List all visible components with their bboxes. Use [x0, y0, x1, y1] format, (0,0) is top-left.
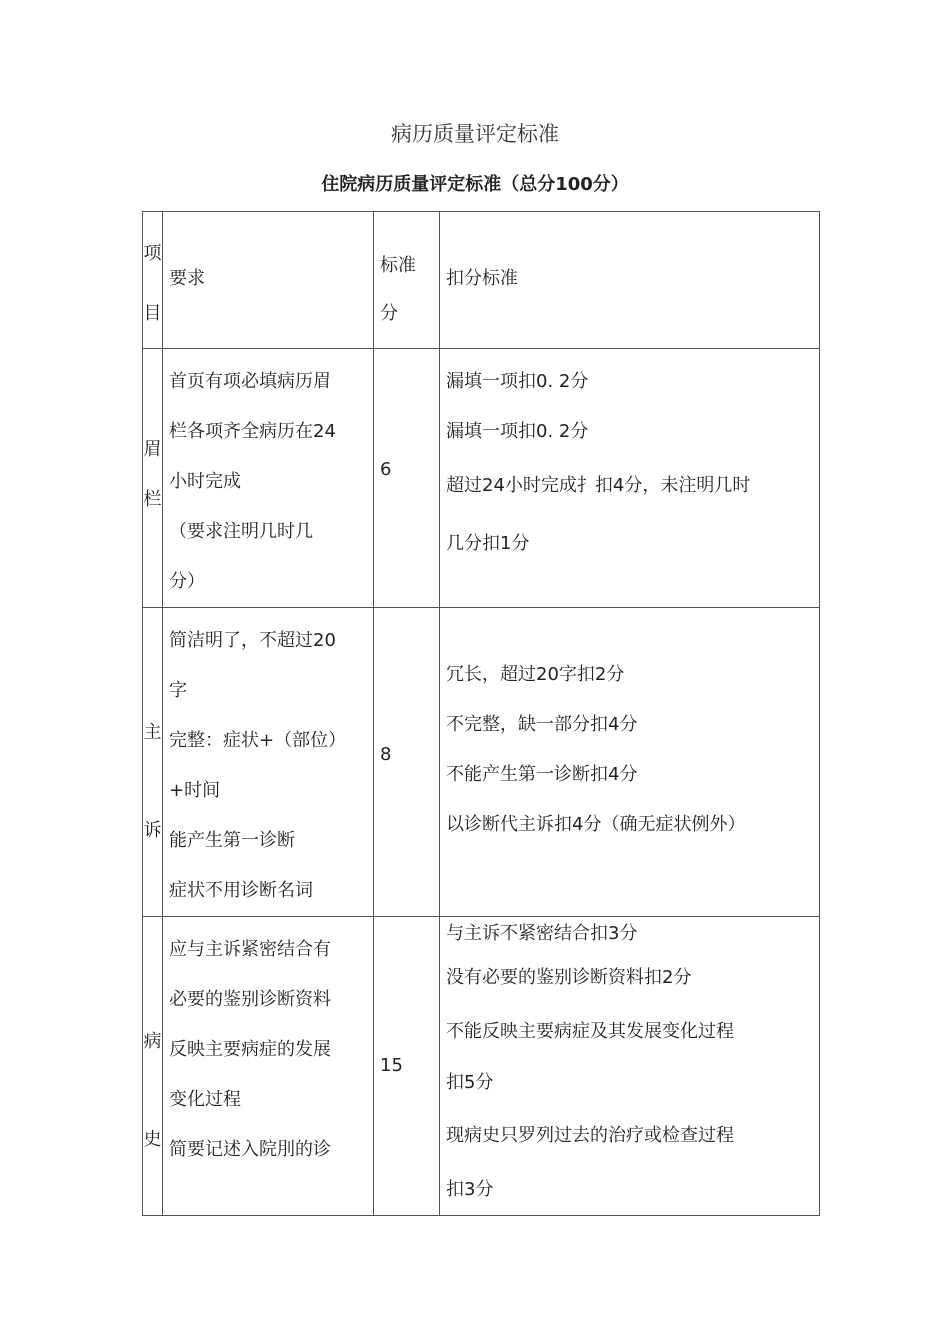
row-item-char: 病 [143, 1031, 162, 1052]
row-item-char: 诉 [143, 820, 162, 841]
standard-line: 不能产生第一诊断扣4分 [446, 764, 638, 785]
requirement-line: 完整：症状+（部位） [169, 730, 347, 751]
row-score-cell [374, 917, 440, 1216]
header-item-cell [143, 212, 163, 349]
requirement-line: 小时完成 [169, 471, 241, 492]
requirement-line: 能产生第一诊断 [169, 830, 295, 851]
standard-line: 不完整，缺一部分扣4分 [446, 714, 638, 735]
standard-line: 与主诉不紧密结合扣3分 [446, 923, 638, 944]
document-subtitle: 住院病历质量评定标准（总分100分） [321, 174, 629, 195]
requirement-line: 简要记述入院刖的诊 [169, 1139, 331, 1160]
requirement-line: 首页有项必填病历眉 [169, 371, 331, 392]
table-row [143, 917, 820, 1216]
standard-line: 没有必要的鉴别诊断资料扣2分 [446, 967, 692, 988]
standard-line: 不能反映主要病症及其发展变化过程 [446, 1021, 734, 1042]
standard-line: 冗长，超过20字扣2分 [446, 664, 625, 685]
row-score: 15 [380, 1055, 403, 1076]
header-score-line: 分 [380, 303, 398, 324]
header-score-line: 标准 [380, 255, 416, 276]
row-item-cell [143, 608, 163, 917]
requirement-line: 变化过程 [169, 1089, 241, 1110]
standard-line: 几分扣1分 [446, 533, 530, 554]
header-item-char: 目 [143, 303, 162, 324]
standard-line: 以诊断代主诉扣4分（确无症状例外） [446, 814, 746, 835]
requirement-line: 症状不用诊断名词 [169, 880, 313, 901]
row-item-char: 眉 [143, 439, 162, 460]
header-requirement: 要求 [169, 268, 205, 289]
row-item-char: 主 [143, 722, 162, 743]
header-item-char: 项 [143, 243, 162, 264]
requirement-line: 必要的鉴别诊断资料 [169, 989, 331, 1010]
row-item-char: 栏 [143, 489, 162, 510]
document-title: 病历质量评定标准 [391, 122, 559, 146]
requirement-line: （要求注明几时几 [169, 521, 313, 542]
table-row [143, 349, 820, 608]
requirement-line: 应与主诉紧密结合有 [169, 939, 331, 960]
row-requirement-cell [163, 349, 374, 608]
requirement-line: +时间 [169, 780, 221, 801]
row-item-char: 史 [143, 1129, 162, 1150]
standard-line: 扣3分 [446, 1179, 494, 1200]
scoring-table [142, 211, 820, 1216]
row-score: 8 [380, 744, 392, 765]
standard-line: 现病史只罗列过去的治疗或检查过程 [446, 1125, 734, 1146]
row-score: 6 [380, 459, 392, 480]
standard-line: 漏填一项扣0. 2分 [446, 371, 589, 392]
table-row [143, 608, 820, 917]
row-standard-cell [440, 917, 820, 1216]
requirement-line: 字 [169, 680, 187, 701]
standard-line: 扣5分 [446, 1072, 494, 1093]
row-score-cell [374, 349, 440, 608]
requirement-line: 栏各项齐全病历在24 [169, 421, 336, 442]
header-standard: 扣分标准 [446, 268, 518, 289]
requirement-line: 分） [169, 571, 205, 592]
row-item-cell [143, 917, 163, 1216]
standard-line: 漏填一项扣0. 2分 [446, 421, 589, 442]
row-requirement-cell [163, 608, 374, 917]
header-standard-cell [440, 212, 820, 349]
requirement-line: 反映主要病症的发展 [169, 1039, 331, 1060]
row-requirement-cell [163, 917, 374, 1216]
row-score-cell [374, 608, 440, 917]
standard-line: 超过24小时完成扌扣4分，未注明几时 [446, 475, 751, 496]
header-score-cell [374, 212, 440, 349]
requirement-line: 简洁明了，不超过20 [169, 630, 336, 651]
header-requirement-cell [163, 212, 374, 349]
row-standard-cell [440, 608, 820, 917]
row-item-cell [143, 349, 163, 608]
row-standard-cell [440, 349, 820, 608]
table-header-row [143, 212, 820, 349]
